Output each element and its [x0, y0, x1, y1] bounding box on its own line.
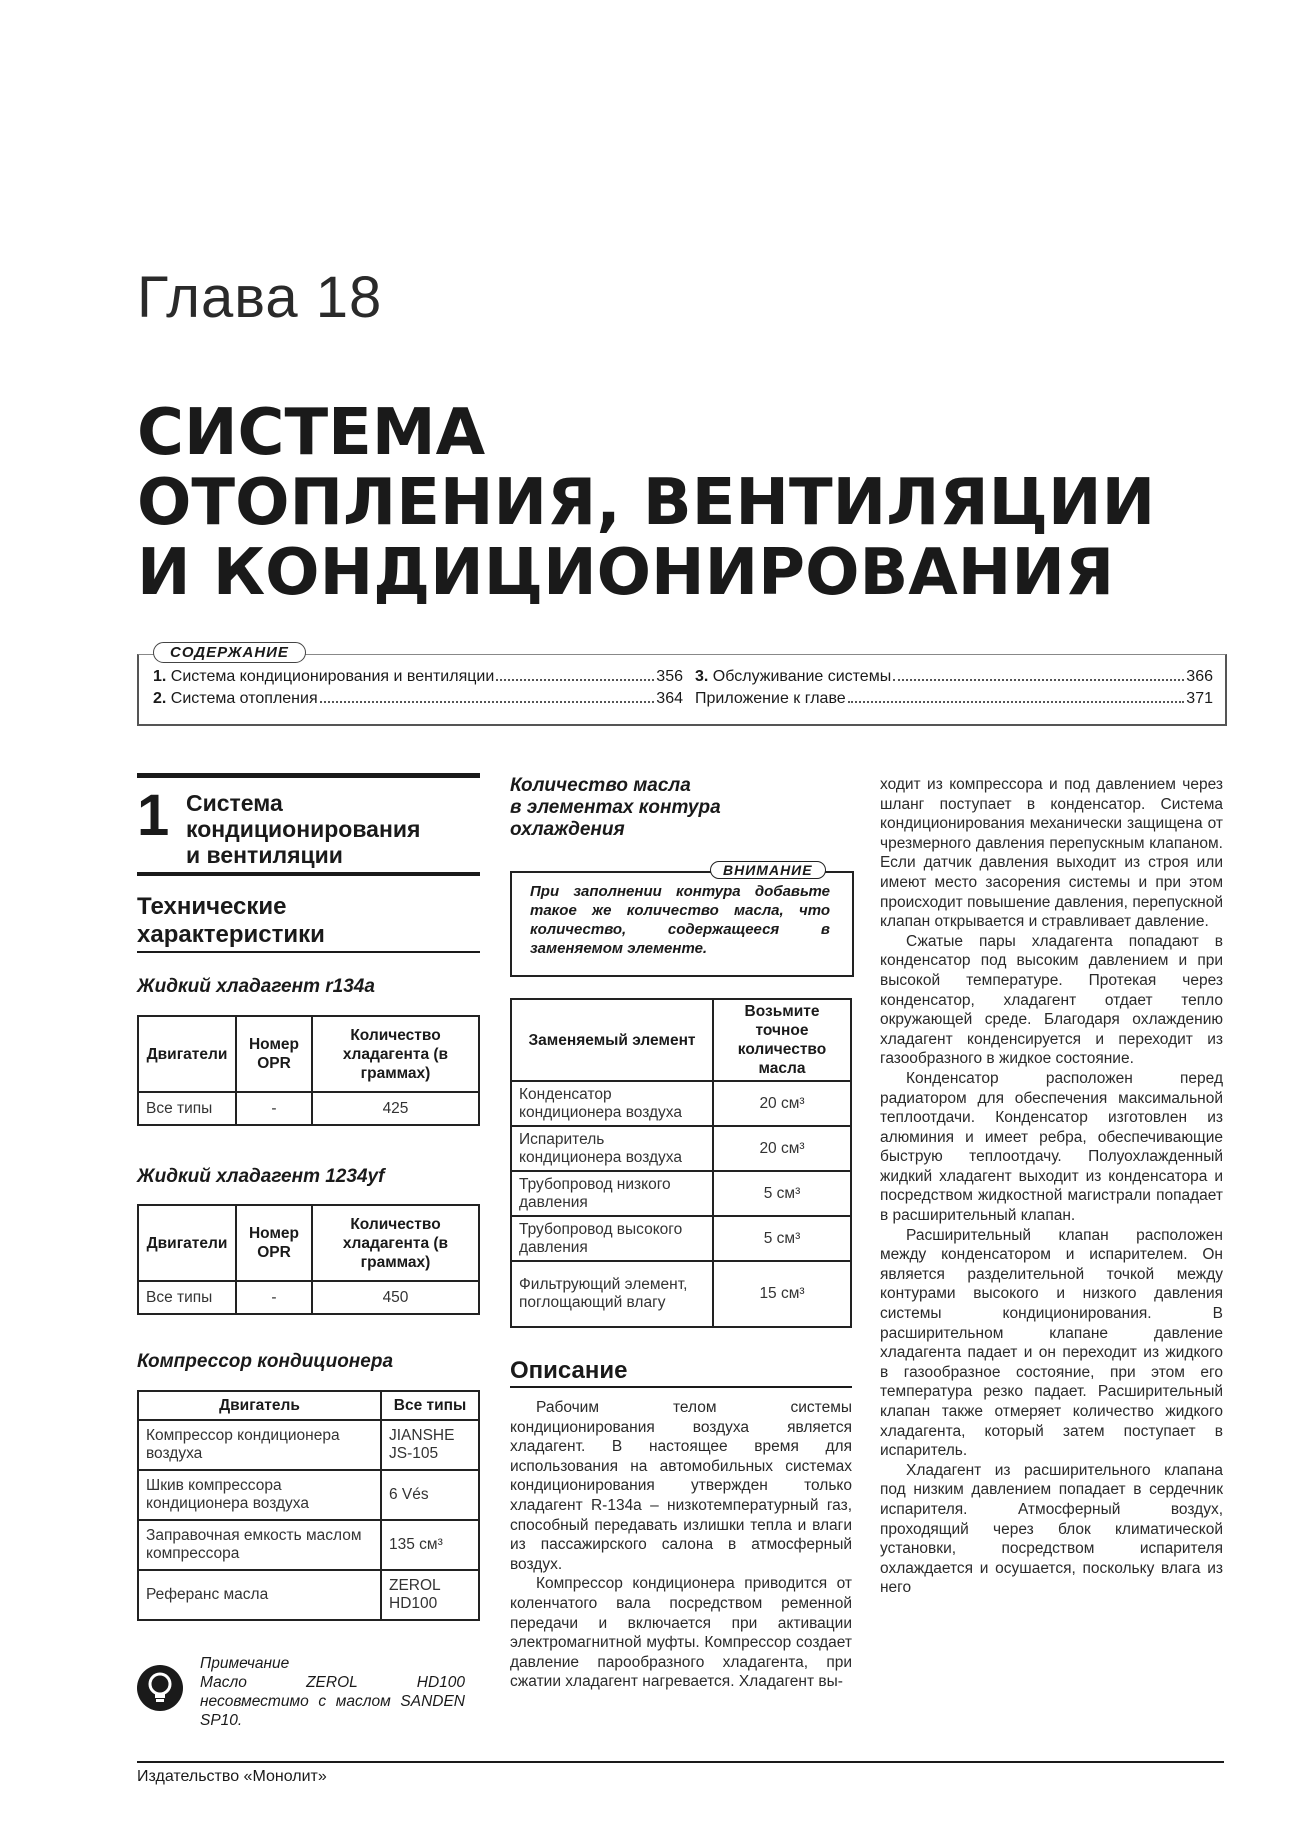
oil-table — [510, 998, 852, 1328]
compressor-table — [137, 1390, 480, 1621]
table-header: Двигатели — [138, 1205, 236, 1281]
table-cell: Заправочная емкость маслом компрессора — [138, 1520, 381, 1570]
section-title-line: Система — [186, 790, 283, 816]
title-line: ОТОПЛЕНИЯ, ВЕНТИЛЯЦИИ — [137, 466, 1156, 540]
section-number: 1 — [137, 783, 170, 848]
oil-title-line: охлаждения — [510, 819, 625, 840]
table-cell: - — [236, 1092, 312, 1125]
paragraph: ходит из компрессора и под давлением через шланг поступает в конденсатор. Система кондиционирования механически защищена от чрезмерного давления перепускным клапаном. Если датчик давления выходит из строя или имеют место засорения системы и при этом происходит повышение давления, перепускной клапан открывается и стравливает давление. — [880, 776, 1223, 931]
table-cell: 425 — [312, 1092, 479, 1125]
toc-item-text: Система отопления — [170, 690, 318, 707]
oil-title-line: в элементах контура — [510, 797, 721, 818]
table-cell: ZEROL HD100 — [381, 1570, 479, 1620]
paragraph: Хладагент из расширительного клапана под низким давлением попадает в сердечник испарителя. Атмосферный воздух, проходящий через блок климатической установки, посредством испарителя охлаждается и осушается, поскольку влага из него — [880, 1461, 1223, 1597]
note-text: Масло ZEROL HD100 несовместимо с маслом SANDEN SP10. — [200, 1674, 465, 1729]
toc-item-page: 366 — [1186, 668, 1213, 685]
table-header: Возьмите точное количество масла — [713, 999, 851, 1081]
oil-title — [510, 775, 721, 841]
table-cell: Реферанс масла — [138, 1570, 381, 1620]
toc-item-text: Обслуживание системы — [712, 668, 892, 685]
table-header: Двигатели — [138, 1016, 236, 1092]
warning-label: ВНИМАНИЕ — [710, 861, 826, 879]
tech-heading — [137, 893, 325, 949]
r134a-title: Жидкий хладагент r134a — [137, 976, 375, 997]
contents-box — [137, 654, 1227, 726]
paragraph: Конденсатор расположен перед радиатором для обеспечения максимальной теплоотдачи. Конденсатор изготовлен из алюминия и имеет ребра, обеспечивающие быструю теплоотдачу. Полуохлажденный жидкий хладагент выходит из конденсатора и посредством жидкостной магистрали попадает в расширительный клапан. — [880, 1069, 1223, 1225]
toc-item-number: 3. — [695, 668, 709, 685]
toc-item-page: 364 — [656, 690, 683, 707]
r1234yf-table — [137, 1204, 480, 1315]
table-cell: Все типы — [138, 1092, 236, 1125]
description-rule — [510, 1386, 852, 1388]
table-cell: Фильтрующий элемент, поглощающий влагу — [511, 1261, 713, 1327]
table-cell: 6 Vés — [381, 1470, 479, 1520]
toc-leader — [893, 668, 1184, 681]
compressor-title: Компрессор кондиционера — [137, 1351, 394, 1372]
tech-heading-rule — [137, 951, 480, 953]
paragraph: Компрессор кондиционера приводится от коленчатого вала посредством ременной передачи и включается при активации электромагнитной муфты. Компрессор создает давление парообразного хладагента, при сжатии хладагент нагревается. Хладагент вы- — [510, 1575, 852, 1691]
toc-item-number: 2. — [153, 690, 167, 707]
table-header: Номер OPR — [236, 1016, 312, 1092]
table-cell: - — [236, 1281, 312, 1314]
toc-item-page: 356 — [656, 668, 683, 685]
toc-item-page: 371 — [1186, 690, 1213, 707]
oil-title-line: Количество масла — [510, 775, 691, 796]
paragraph: Сжатые пары хладагента попадают в конденсатор под высоким давлением и при высокой температуре. Протекая через конденсатор, хладагент отдает тепло окружающей среде. Благодаря охлаждению хладагент конденсируется и переходит из газообразного в жидкое состояние. — [880, 932, 1223, 1068]
table-cell: Конденсатор кондиционера воздуха — [511, 1081, 713, 1126]
table-header: Все типы — [381, 1391, 479, 1420]
contents-label: СОДЕРЖАНИЕ — [153, 642, 306, 663]
chapter-label: Глава 18 — [137, 265, 383, 330]
table-cell: Шкив компрессора кондиционера воздуха — [138, 1470, 381, 1520]
toc-leader — [848, 690, 1185, 703]
toc-item-text: Приложение к главе — [695, 690, 846, 707]
toc-item[interactable] — [695, 668, 1213, 686]
toc-leader — [496, 668, 654, 681]
table-cell: Все типы — [138, 1281, 236, 1314]
table-header: Заменяемый элемент — [511, 999, 713, 1081]
r1234yf-title: Жидкий хладагент 1234yf — [137, 1166, 385, 1187]
table-cell: 135 см³ — [381, 1520, 479, 1570]
table-cell: Трубопровод высокого давления — [511, 1216, 713, 1261]
table-cell: 450 — [312, 1281, 479, 1314]
toc-item-number: 1. — [153, 668, 167, 685]
description-text — [510, 1398, 852, 1692]
lightbulb-icon — [137, 1665, 183, 1711]
toc-item-text: Система кондиционирования и вентиляции — [170, 668, 495, 685]
table-header: Количество хладагента (в граммах) — [312, 1205, 479, 1281]
paragraph: Рабочим телом системы кондиционирования воздуха является хладагент. В настоящее время для использования на автомобильных системах кондиционирования утвержден только хладагент R-134a – низкотемпературный газ, способный передавать излишки тепла и влаги из пассажирского салона в атмосферный воздух. — [510, 1399, 852, 1573]
table-header: Номер OPR — [236, 1205, 312, 1281]
footer-rule — [137, 1761, 1224, 1763]
r134a-table — [137, 1015, 480, 1126]
table-header: Двигатель — [138, 1391, 381, 1420]
toc-item[interactable] — [153, 668, 683, 686]
table-cell: Испаритель кондиционера воздуха — [511, 1126, 713, 1171]
chapter-title — [137, 398, 1155, 608]
warning-text: При заполнении контура добавьте такое же количество масла, что количество, содержащееся в заменяемом элементе. — [530, 883, 830, 957]
section-rule-bottom — [137, 872, 480, 876]
table-cell: JIANSHE JS-105 — [381, 1420, 479, 1470]
tech-heading-line: характеристики — [137, 921, 325, 948]
toc-leader — [320, 690, 655, 703]
table-cell: Трубопровод низкого давления — [511, 1171, 713, 1216]
tech-heading-line: Технические — [137, 893, 287, 920]
section-title-line: и вентиляции — [186, 842, 343, 868]
table-cell: 15 см³ — [713, 1261, 851, 1327]
title-line: СИСТЕМА — [137, 396, 486, 470]
section-title — [186, 790, 420, 868]
publisher-footer: Издательство «Монолит» — [137, 1768, 327, 1785]
title-line: И КОНДИЦИОНИРОВАНИЯ — [137, 536, 1115, 610]
table-header: Количество хладагента (в граммах) — [312, 1016, 479, 1092]
description-heading: Описание — [510, 1357, 628, 1384]
table-cell: 5 см³ — [713, 1171, 851, 1216]
table-cell: 5 см³ — [713, 1216, 851, 1261]
toc-item[interactable] — [695, 690, 1213, 708]
toc-item[interactable] — [153, 690, 683, 708]
table-cell: 20 см³ — [713, 1081, 851, 1126]
right-column-text — [880, 775, 1223, 1598]
table-cell: Компрессор кондиционера воздуха — [138, 1420, 381, 1470]
paragraph: Расширительный клапан расположен между конденсатором и испарителем. Он является разделительной точкой между контурами высокого и низкого давления системы кондиционирования. В расширительном клапане давление хладагента падает и он переходит из жидкого в газообразное состояние, при этом его температура резко падает. Расширительный клапан также отмеряет количество жидкого хладагента, который затем поступает в испаритель. — [880, 1226, 1223, 1460]
table-cell: 20 см³ — [713, 1126, 851, 1171]
section-title-line: кондиционирования — [186, 816, 421, 842]
section-rule-top — [137, 773, 480, 778]
note-label: Примечание — [200, 1655, 290, 1672]
